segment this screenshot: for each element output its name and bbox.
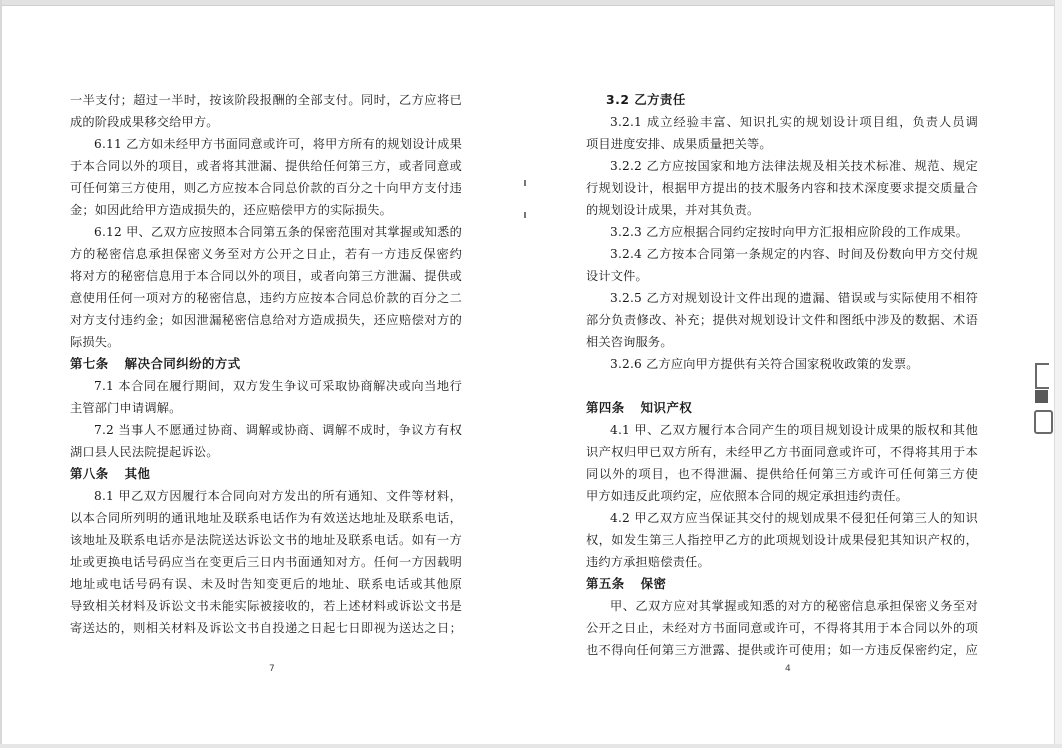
text-line: 址或更换电话号码应当在变更后三日内书面通知对方。任何一方因载明	[70, 555, 462, 569]
text-line: 寄送达的，则相关材料及诉讼文书自投递之日起七日即视为送达之日；	[70, 621, 462, 635]
text-line: 甲、乙双方应对其掌握或知悉的对方的秘密信息承担保密义务至对	[610, 599, 978, 613]
text-line: 识产权归甲已双方所有，未经甲乙方书面同意或许可，不得将其用于本	[586, 445, 978, 459]
article-5-heading	[586, 573, 666, 595]
clause-7-2: 7.2 当事人不愿通过协商、调解或协商、调解不成时，争议方有权	[94, 423, 462, 437]
seal-stamp-fragment	[1031, 363, 1053, 433]
article-8-heading	[70, 463, 150, 485]
article-number: 第八条	[70, 466, 109, 481]
clause-8-1: 8.1 甲乙双方因履行本合同向对方发出的所有通知、文件等材料，	[94, 489, 462, 503]
article-title: 知识产权	[640, 400, 693, 415]
clause-7-1: 7.1 本合同在履行期间，双方发生争议可采取协商解决或向当地行	[94, 379, 462, 393]
article-7-heading	[70, 353, 241, 375]
clause-3-2-1: 3.2.1 成立经验丰富、知识扎实的规划设计项目组，负责人员调	[610, 115, 978, 129]
text-line: 际损失。	[70, 335, 120, 349]
text-line: 行规划设计，根据甲方提出的技术服务内容和技术深度要求提交质量合	[586, 181, 978, 195]
clause-3-2-5: 3.2.5 乙方对规划设计文件出现的遗漏、错误或与实际使用不相符	[610, 291, 978, 305]
article-title: 其他	[124, 466, 151, 481]
text-line: 地址或电话号码有误、未及时告知变更后的地址、联系电话或其他原	[70, 577, 462, 591]
scan-mark	[524, 212, 526, 218]
text-line: 该地址及联系电话亦是法院送达诉讼文书的地址及联系电话。如有一方	[70, 533, 462, 547]
page-number-left: 7	[269, 664, 275, 674]
text-line: 部分负责修改、补充；提供对规划设计文件和图纸中涉及的数据、术语	[586, 313, 978, 327]
page-number-right: 4	[785, 664, 791, 674]
text-line: 以本合同所列明的通讯地址及联系电话作为有效送达地址及联系电话，	[70, 511, 462, 525]
article-title: 保密	[640, 576, 667, 591]
text-line: 同以外的项目，也不得泄漏、提供给任何第三方或许可任何第三方使	[586, 467, 978, 481]
text-line: 公开之日止，未经对方书面同意或许可，不得将其用于本合同以外的项	[586, 621, 978, 635]
clause-6-12: 6.12 甲、乙双方应按照本合同第五条的保密范围对其掌握或知悉的	[94, 225, 462, 239]
text-line: 将对方的秘密信息用于本合同以外的项目，或者向第三方泄漏、提供或	[70, 269, 462, 283]
text-line: 的规划设计成果，并对其负责。	[586, 203, 760, 217]
text-line: 于本合同以外的项目，或者将其泄漏、提供给任何第三方，或者同意或	[70, 159, 462, 173]
text-line: 主管部门申请调解。	[70, 401, 182, 415]
text-line: 金；如因此给甲方造成损失的，还应赔偿甲方的实际损失。	[70, 203, 393, 217]
clause-3-2-4: 3.2.4 乙方按本合同第一条规定的内容、时间及份数向甲方交付规	[610, 247, 978, 261]
text-line: 湖口县人民法院提起诉讼。	[70, 445, 219, 459]
clause-6-11: 6.11 乙方如未经甲方书面同意或许可，将甲方所有的规划设计成果	[94, 137, 462, 151]
text-line: 甲方如违反此项约定，应依照本合同的规定承担违约责任。	[586, 489, 909, 503]
text-line: 设计文件。	[586, 269, 648, 283]
text-line: 也不得向任何第三方泄露、提供或许可使用；如一方违反保密约定，应	[586, 643, 978, 657]
article-4-heading	[586, 397, 692, 419]
clause-3-2-2: 3.2.2 乙方应按国家和地方法律法规及相关技术标准、规范、规定	[610, 159, 978, 173]
viewer-top-edge	[0, 0, 1062, 6]
viewer-bottom-edge	[0, 744, 1062, 748]
text-line: 成的阶段成果移交给甲方。	[70, 115, 219, 129]
text-line: 方的秘密信息承担保密义务至对方公开之日止，若有一方违反保密约	[70, 247, 462, 261]
section-3-2-heading: 3.2 乙方责任	[606, 92, 686, 107]
scan-mark	[524, 180, 526, 186]
text-line: 权，如发生第三人指控甲乙方的此项规划设计成果侵犯其知识产权的，	[586, 533, 978, 547]
text-line: 对方支付违约金；如因泄漏秘密信息给对方造成损失，还应赔偿对方的	[70, 313, 462, 327]
text-line: 一半支付；超过一半时，按该阶段报酬的全部支付。同时，乙方应将已	[70, 93, 462, 107]
viewer-left-edge	[0, 0, 2, 748]
article-number: 第四条	[586, 400, 625, 415]
text-line: 意使用任何一项对方的秘密信息，违约方应按本合同总价款的百分之二	[70, 291, 462, 305]
text-line: 相关咨询服务。	[586, 335, 673, 349]
text-line: 违约方承担赔偿责任。	[586, 555, 710, 569]
text-line: 可任何第三方使用，则乙方应按本合同总价款的百分之十向甲方支付违	[70, 181, 462, 195]
clause-4-2: 4.2 甲乙双方应当保证其交付的规划成果不侵犯任何第三人的知识	[610, 511, 978, 525]
clause-3-2-3: 3.2.3 乙方应根据合同约定按时向甲方汇报相应阶段的工作成果。	[610, 225, 969, 239]
clause-3-2-6: 3.2.6 乙方应向甲方提供有关符合国家税收政策的发票。	[610, 357, 919, 371]
viewer-right-edge	[1054, 0, 1062, 748]
article-title: 解决合同纠纷的方式	[124, 356, 241, 371]
clause-4-1: 4.1 甲、乙双方履行本合同产生的项目规划设计成果的版权和其他	[610, 423, 978, 437]
text-line: 导致相关材料及诉讼文书未能实际被接收的，若上述材料或诉讼文书是	[70, 599, 462, 613]
text-line: 项目进度安排、成果质量把关等。	[586, 137, 772, 151]
article-number: 第五条	[586, 576, 625, 591]
article-number: 第七条	[70, 356, 109, 371]
